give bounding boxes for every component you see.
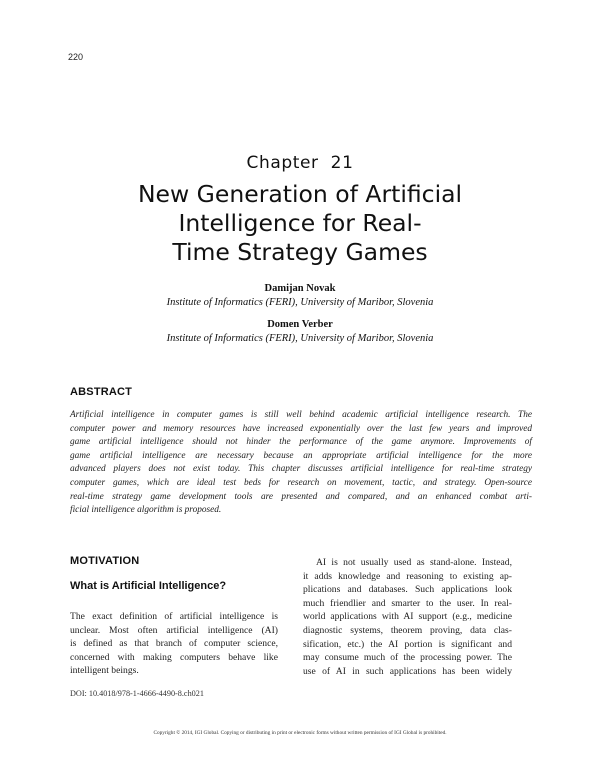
body-line: unclear. Most often artificial intelligence (AI) <box>70 624 278 636</box>
abstract-line: real-time strategy game development tools are presented and compared, and an enhanced combat arti- <box>70 491 532 502</box>
chapter-title-line: Time Strategy Games <box>172 238 428 266</box>
abstract-line: game artificial intelligence should not hinder the performance of the game anymore. Improvements of <box>70 437 532 448</box>
author-name: Domen Verber <box>267 319 333 330</box>
body-line: intelligent beings. <box>70 665 139 677</box>
body-line: is defined as that branch of computer science, <box>70 638 278 650</box>
body-line: world applications with AI support (e.g., medicine <box>303 611 512 623</box>
copyright-notice: Copyright © 2014, IGI Global. Copying or distributing in print or electronic forms without written permission of IGI Global is prohibited. <box>153 730 447 736</box>
abstract-line: ficial intelligence algorithm is proposed. <box>70 505 222 516</box>
abstract-heading: ABSTRACT <box>70 386 133 398</box>
body-line: much friendlier and smarter to the user. In real- <box>303 597 512 609</box>
abstract-body <box>70 409 532 518</box>
chapter-title-line: New Generation of Artificial <box>137 180 463 208</box>
body-line: diagnostic systems, theorem proving, data clas- <box>303 624 512 636</box>
right-column-body <box>303 556 512 678</box>
abstract-line: computer games, which are ideal test beds for research on movement, tactic, and strategy. Open-source <box>70 477 532 488</box>
body-line: plications and databases. Such applications look <box>303 584 512 596</box>
chapter-title-line: Intelligence for Real- <box>178 209 422 237</box>
subsection-heading: What is Artificial Intelligence? <box>70 580 227 592</box>
author-affiliation: Institute of Informatics (FERI), University of Maribor, Slovenia <box>166 333 434 344</box>
author-affiliation: Institute of Informatics (FERI), University of Maribor, Slovenia <box>166 297 434 308</box>
body-line: may consume much of the processing power. The <box>303 652 512 664</box>
section-heading-motivation: MOTIVATION <box>70 555 140 567</box>
abstract-line: advanced players does not exist today. This chapter discusses artificial intelligence for real-time strategy <box>70 464 532 475</box>
body-line: use of AI in such applications has been widely <box>303 665 512 677</box>
body-line: AI is not usually used as stand-alone. Instead, <box>316 557 512 568</box>
body-line: The exact definition of artificial intelligence is <box>70 611 278 622</box>
abstract-line: Artificial intelligence in computer games is still well behind academic artificial intelligence research. The <box>70 410 532 420</box>
chapter-label: Chapter 21 <box>246 153 354 173</box>
author-name: Damijan Novak <box>264 283 336 294</box>
doi: DOI: 10.4018/978-1-4666-4490-8.ch021 <box>70 689 204 698</box>
abstract-line: computer power and memory resources have increased exponentially over the last few years and improved <box>70 423 532 434</box>
body-line: concerned with making computers behave like <box>70 651 278 663</box>
body-line: it adds knowledge and reasoning to existing ap- <box>303 570 512 582</box>
abstract-line: game artificial intelligence are necessary because an appropriate artificial intelligence for the more <box>70 450 532 461</box>
left-column-body <box>70 610 278 678</box>
body-line: sification, etc.) the AI portion is significant and <box>303 638 512 650</box>
page-number: 220 <box>68 52 84 62</box>
chapter-title <box>60 180 540 267</box>
